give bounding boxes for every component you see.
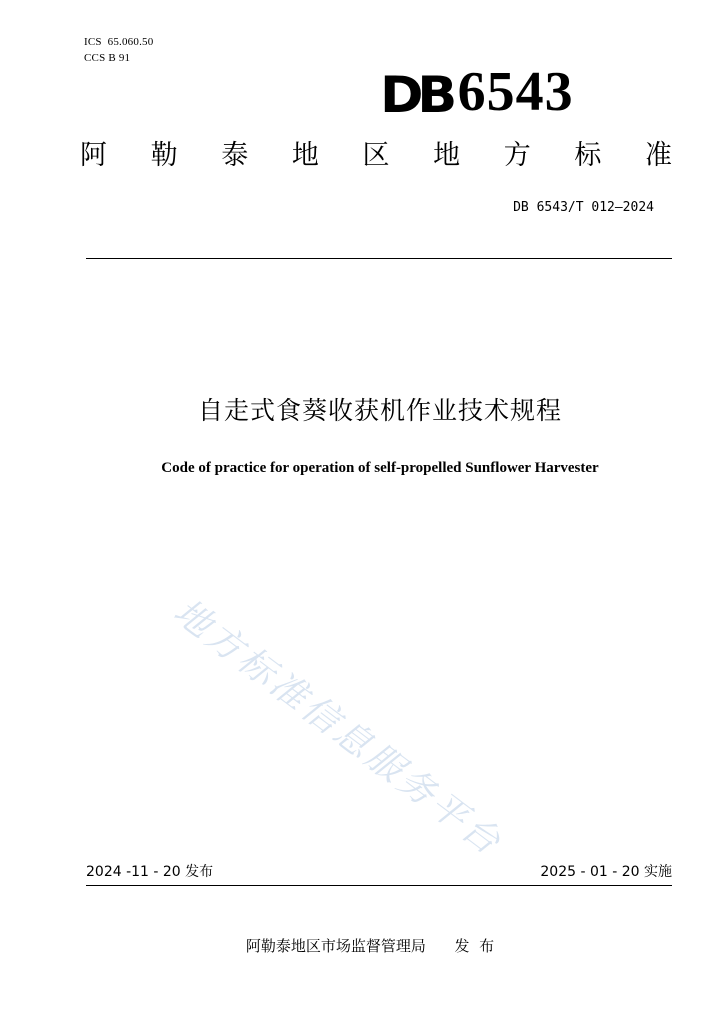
- implementation-date: 2025 - 01 - 20 实施: [540, 864, 672, 880]
- standard-type-char: 标: [574, 140, 602, 171]
- document-title-chinese: 自走式食葵收获机作业技术规程: [197, 396, 562, 425]
- top-divider: [86, 258, 672, 259]
- db-logo-letters: DB: [380, 66, 452, 124]
- standard-type-char: 区: [362, 140, 390, 171]
- watermark-text: 地方标准信息服务平台: [165, 591, 511, 865]
- db-logo-code: 6543: [457, 61, 574, 123]
- classification-codes: [84, 34, 153, 66]
- document-title-english: Code of practice for operation of self-propelled Sunflower Harvester: [161, 460, 599, 476]
- standard-type-heading: [80, 136, 672, 176]
- standard-type-char: 地: [433, 140, 461, 171]
- standard-type-char: 阿: [80, 140, 107, 171]
- standard-type-char: 勒: [150, 140, 178, 171]
- bottom-divider: [86, 885, 672, 886]
- db-standard-logo: [380, 58, 574, 124]
- issuing-authority: [0, 935, 724, 957]
- issue-date: 2024 -11 - 20 发布: [86, 864, 214, 880]
- standard-type-char: 准: [645, 140, 672, 171]
- ccs-code: CCS B 91: [84, 52, 131, 64]
- standard-number: DB 6543/T 012—2024: [513, 200, 654, 215]
- ics-code: ICS 65.060.50: [84, 36, 154, 48]
- standard-type-char: 泰: [221, 140, 249, 171]
- issuer-name: 阿勒泰地区市场监督管理局: [245, 937, 426, 955]
- standard-type-char: 方: [503, 140, 531, 171]
- standard-type-char: 地: [291, 140, 319, 171]
- issuer-action: 发 布: [454, 937, 495, 955]
